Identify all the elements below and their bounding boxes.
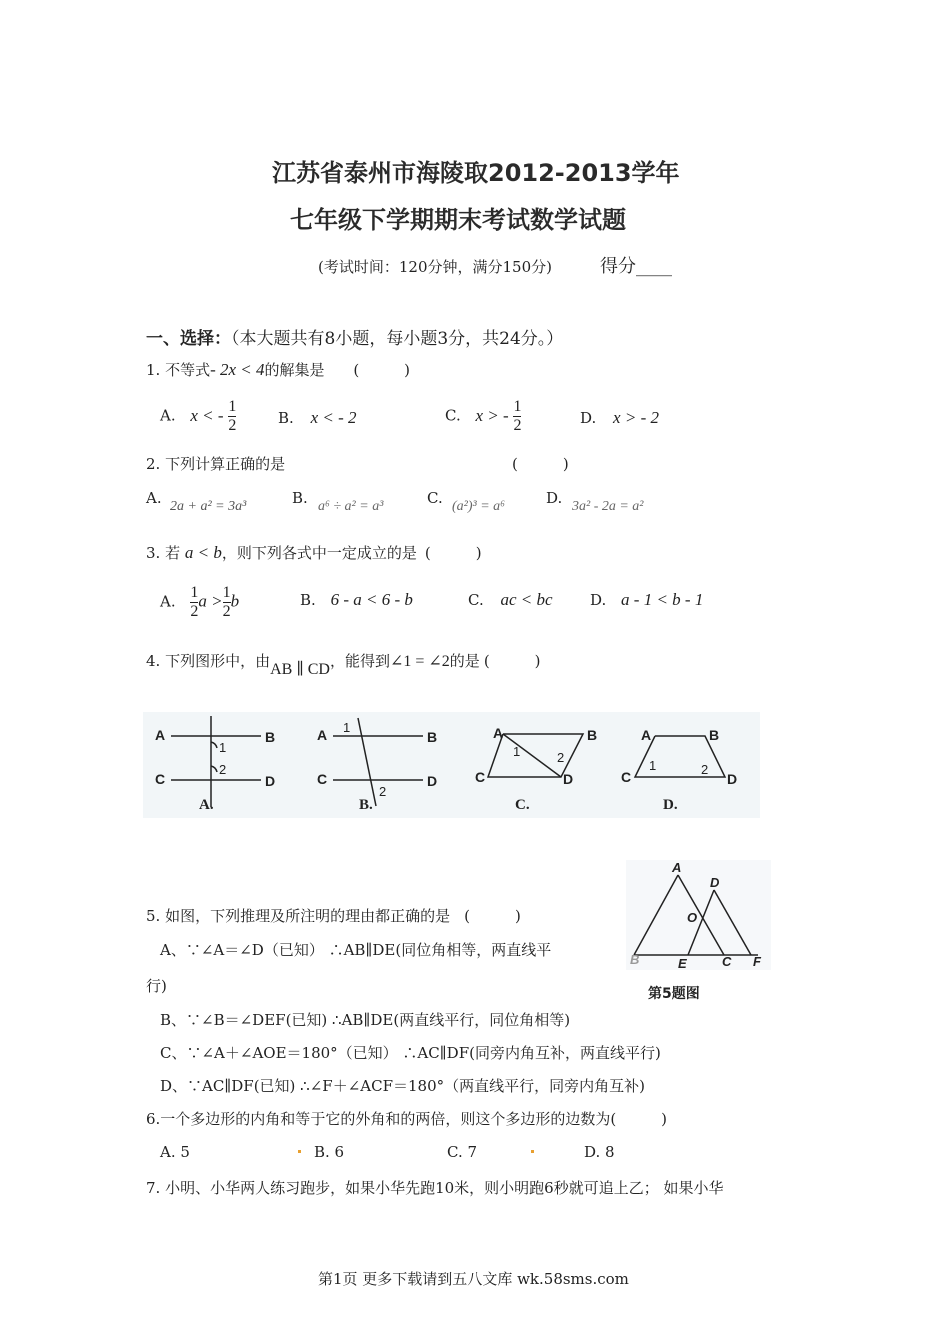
q3-suffix: ，则下列各式中一定成立的是 <box>221 544 417 562</box>
q1-a-math: x < - <box>190 405 224 425</box>
q3-blank: ( ) <box>424 544 482 562</box>
q3-math: a < b <box>184 543 222 562</box>
q3-b-math: 6 - a < 6 - b <box>330 590 413 609</box>
fig-c-label-C: C <box>475 769 486 785</box>
score-label: 得分____ <box>600 256 672 277</box>
q5-point-E: E <box>678 956 687 971</box>
fig-b-label-A: A <box>317 727 328 743</box>
orange-dot <box>531 1150 534 1153</box>
q4-stem <box>146 650 541 678</box>
q5-blank: ( ) <box>464 907 521 925</box>
q5-option-d: D、∵AC∥DF(已知) ∴∠F＋∠ACF＝180°（两直线平行，同旁内角互补) <box>160 1077 645 1095</box>
q5-stem-text: 5. 如图，下列推理及所注明的理由都正确的是 <box>146 907 451 925</box>
q5-point-O: O <box>687 910 698 925</box>
fig-a-label-C: C <box>155 771 166 787</box>
q1-option-d <box>580 408 659 428</box>
q2-a-math: 2a + a² = 3a³ <box>170 499 247 514</box>
q2-b-label: B. <box>292 489 308 507</box>
q3-stem <box>146 542 482 563</box>
fig-b-angle1: 1 <box>343 720 351 735</box>
q3-a-b: b <box>230 591 240 611</box>
q4-suffix: 的是 <box>449 652 480 670</box>
q3-option-d <box>590 590 703 610</box>
q6-blank: ( ) <box>610 1110 668 1128</box>
q5-point-C: C <box>722 954 732 969</box>
fig-c-label-A: A <box>493 725 504 741</box>
q1-suffix: 的解集是 <box>264 361 325 379</box>
q7-stem: 7. 小明、小华两人练习跑步，如果小华先跑10米，则小明跑6秒就可追上乙； 如果小华 <box>146 1179 724 1197</box>
title-line2: 七年级下学期期末考试数学试题 <box>290 206 626 234</box>
q1-prefix: 1. 不等式 <box>146 361 211 379</box>
q2-stem: 2. 下列计算正确的是 <box>146 455 286 473</box>
q3-d-label: D. <box>590 591 607 609</box>
fig-c-angle2: 2 <box>557 750 565 765</box>
fig-d-angle2: 2 <box>701 762 709 777</box>
fig-caption-a: A. <box>199 797 214 813</box>
q6-option-c: C. 7 <box>447 1143 478 1161</box>
fig-a-label-A: A <box>155 727 166 743</box>
q1-stem <box>146 359 410 380</box>
q2-blank: ( ) <box>512 455 569 473</box>
fig-d-angle1: 1 <box>649 758 657 773</box>
fig-d-label-A: A <box>641 727 652 743</box>
q5-option-c: C、∵∠A＋∠AOE＝180°（已知） ∴AC∥DF(同旁内角互补，两直线平行) <box>160 1044 661 1062</box>
fig-c-label-B: B <box>587 727 598 743</box>
fig-d-label-B: B <box>709 727 720 743</box>
q3-c-label: C. <box>468 591 484 609</box>
q6-stem <box>146 1108 667 1129</box>
q5-option-a-line2: 行) <box>146 977 167 995</box>
q1-c-label: C. <box>445 406 461 425</box>
fig-c-angle1: 1 <box>513 744 521 759</box>
q3-b-label: B. <box>300 591 316 609</box>
q4-math1: AB ∥ CD <box>270 661 330 678</box>
fig-b-label-B: B <box>427 729 438 745</box>
q6-stem-text: 6.一个多边形的内角和等于它的外角和的两倍，则这个多边形的边数为 <box>146 1110 611 1128</box>
q5-point-A: A <box>672 860 682 875</box>
exam-info: (考试时间：120分钟，满分150分) <box>318 258 552 276</box>
q3-a-frac1: $\frac{1}{2}$ <box>190 584 199 620</box>
q1-option-b <box>278 408 357 428</box>
q1-option-c <box>445 398 521 435</box>
fig-a-label-D: D <box>265 773 276 789</box>
section-title: 一、选择： <box>146 329 231 349</box>
fig-a-angle2: 2 <box>219 762 227 777</box>
q1-d-math: x > - 2 <box>613 408 659 427</box>
q4-mid: ，能得到 <box>329 652 390 670</box>
q3-a-text: a > <box>198 591 223 611</box>
fig-a-angle1: 1 <box>219 740 227 755</box>
fig-d-label-C: C <box>621 769 632 785</box>
title-line1: 江苏省泰州市海陵取2012-2013学年 <box>272 159 680 187</box>
q5-figure-background <box>626 860 771 970</box>
fig-caption-d: D. <box>663 797 678 813</box>
q5-point-D: D <box>710 875 720 890</box>
q3-d-math: a - 1 < b - 1 <box>621 590 704 609</box>
fig-b-label-C: C <box>317 771 328 787</box>
fig-d-label-D: D <box>727 771 738 787</box>
q2-d-label: D. <box>546 489 563 507</box>
q5-figure <box>626 860 771 1005</box>
q1-b-label: B. <box>278 409 294 427</box>
q1-math: - 2x < 4 <box>210 360 265 379</box>
fig-b-angle2: 2 <box>379 784 387 799</box>
q5-point-B: B <box>630 952 640 967</box>
q2-d-math: 3a² - 2a = a² <box>572 499 644 514</box>
q2-c-label: C. <box>427 489 443 507</box>
q6-option-a: A. 5 <box>160 1143 190 1161</box>
q1-a-fraction: $\frac{1}{2}$ <box>228 398 237 434</box>
q3-a-label: A. <box>160 592 176 611</box>
q4-figures <box>143 712 760 818</box>
fig-a-label-B: B <box>265 729 276 745</box>
q3-c-math: ac < bc <box>500 590 553 609</box>
q2-c-math: (a²)³ = a⁶ <box>452 499 506 514</box>
q3-option-b <box>300 590 413 610</box>
q1-option-a <box>160 398 236 435</box>
q5-option-b: B、∵∠B＝∠DEF(已知) ∴AB∥DE(两直线平行，同位角相等) <box>160 1011 571 1029</box>
page-footer: 第1页 更多下载请到五八文库 wk.58sms.com <box>318 1270 629 1288</box>
section-note: （本大题共有8小题，每小题3分，共24分。） <box>231 329 564 349</box>
q3-a-frac2: $\frac{1}{2}$ <box>222 584 231 620</box>
q1-a-label: A. <box>160 406 176 425</box>
fig-caption-c: C. <box>515 797 530 813</box>
q2-a-label: A. <box>146 489 162 507</box>
q4-prefix: 4. 下列图形中，由 <box>146 652 271 670</box>
q5-option-a-line1: A、∵∠A＝∠D（已知） ∴AB∥DE(同位角相等，两直线平 <box>160 941 552 959</box>
q3-option-a <box>160 584 239 621</box>
q1-c-math: x > - <box>475 405 509 425</box>
q3-option-c <box>468 590 553 610</box>
section-heading <box>146 324 563 349</box>
q1-b-math: x < - 2 <box>310 408 357 427</box>
q5-figure-caption: 第5题图 <box>648 986 700 1002</box>
q5-point-F: F <box>753 954 761 969</box>
q1-blank: ( ) <box>353 361 411 379</box>
q6-option-b: B. 6 <box>314 1143 345 1161</box>
q3-prefix: 3. 若 <box>146 544 181 562</box>
q5-stem <box>146 905 521 926</box>
orange-dot <box>298 1150 301 1153</box>
q4-math2: ∠1 = ∠2 <box>389 653 450 670</box>
fig-c-label-D: D <box>563 771 574 787</box>
q6-option-d: D. 8 <box>584 1143 615 1161</box>
fig-b-label-D: D <box>427 773 438 789</box>
fig-caption-b: B. <box>359 797 373 813</box>
q1-c-fraction: $\frac{1}{2}$ <box>513 398 522 434</box>
q2-b-math: a⁶ ÷ a² = a³ <box>318 499 384 514</box>
q4-blank: ( ) <box>483 652 541 670</box>
q1-d-label: D. <box>580 409 597 427</box>
